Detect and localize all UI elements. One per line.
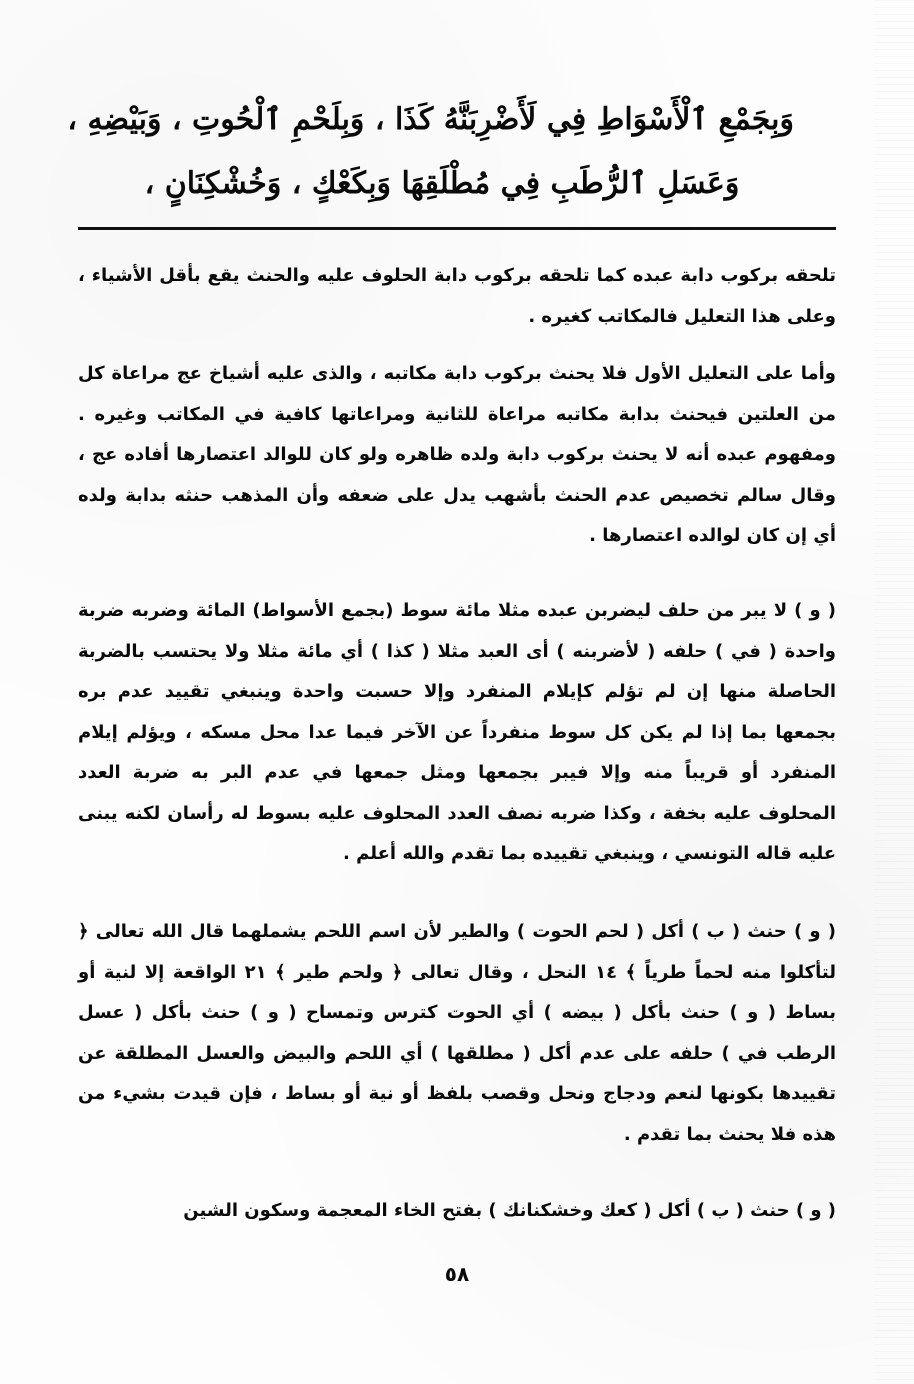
commentary-paragraph-4: ( و ) حنث ( ب ) أكل ( لحم الحوت ) والطير لأن اسم اللحم يشملهما قال الله تعالى ﴿ لتأكلوا منه لحماً طرياً ﴾ ١٤ النحل ، وقال تعالى ﴿ ولحم طير ﴾ ٢١ الواقعة إلا لنية أو بساط ( و ) حنث بأكل ( بيضه ) أي الحوت كترس وتمساح ( و ) حنث بأكل ( عسل الرطب في ) حلفه على عدم أكل ( مطلقها ) أي اللحم والبيض والعسل المطلقة عن تقييدها بكونها لنعم ودجاج ونحل وقصب بلفظ أو نية أو بساط ، فإن قيدت بشيء من هذه فلا يحنث بما تقدم .	[78, 921, 836, 1145]
separator-rule	[78, 227, 836, 230]
page-number: ٥٨	[444, 1262, 470, 1286]
matn-verse-line-1: وَبِجَمْعِ ٱلْأَسْوَاطِ فِي لَأَضْرِبَنَّهُ كَذَا ، وَبِلَحْمِ ٱلْحُوتِ ، وَبَيْضِهِ ،	[67, 102, 794, 137]
commentary-paragraph-2: وأما على التعليل الأول فلا يحنث بركوب دابة مكاتبه ، والذى عليه أشياخ عج مراعاة كل من العلتين فيحنث بدابة مكاتبه مراعاة للثانية ومراعاتها كافية في المكاتب وغيره . ومفهوم عبده أنه لا يحنث بركوب دابة ولده ظاهره ولو كان للوالد اعتصارها أفاده عج ، وقال سالم تخصيص عدم الحنث بأشهب يدل على ضعفه وأن المذهب حنثه بدابة ولده أي إن كان لوالده اعتصارها .	[78, 363, 836, 546]
commentary-paragraph-5: ( و ) حنث ( ب ) أكل ( كعك وخشكنانك ) بفتح الخاء المعجمة وسكون الشين	[183, 1200, 836, 1221]
matn-verse-line-2: وَعَسَلِ ٱلرُّطَبِ فِي مُطْلَقِهَا وَبِكَعْكٍ ، وَخُشْكِنَانٍ ،	[144, 166, 740, 201]
commentary-paragraph-1: تلحقه بركوب دابة عبده كما تلحقه بركوب دابة الحلوف عليه والحنث يقع بأقل الأشياء ، وعلى هذا التعليل فالمكاتب كغيره .	[78, 265, 836, 327]
scan-edge-noise	[874, 0, 914, 1384]
commentary-paragraph-3: ( و ) لا يبر من حلف ليضربن عبده مثلا مائة سوط (بجمع الأسواط) المائة وضربه ضربة واحدة ( في ) حلفه ( لأضربنه ) أى العبد مثلا ( كذا ) أي مائة مثلا ولا يحتسب بالضربة الحاصلة منها إن لم تؤلم كإيلام المنفرد وإلا حسبت واحدة وينبغي تقييد عدم بره بجمعها بما إذا لم يكن كل سوط منفرداً عن الآخر فيما عدا محل مسكه ، ويؤلم إيلام المنفرد أو قريباً منه وإلا فيبر بجمعها ومثل جمعها في عدم البر به ضربة العدد المحلوف عليه بخفة ، وكذا ضربه نصف العدد المحلوف عليه بسوط له رأسان لكنه يبنى عليه قاله التونسي ، وينبغي تقييده بما تقدم والله أعلم .	[78, 600, 836, 864]
